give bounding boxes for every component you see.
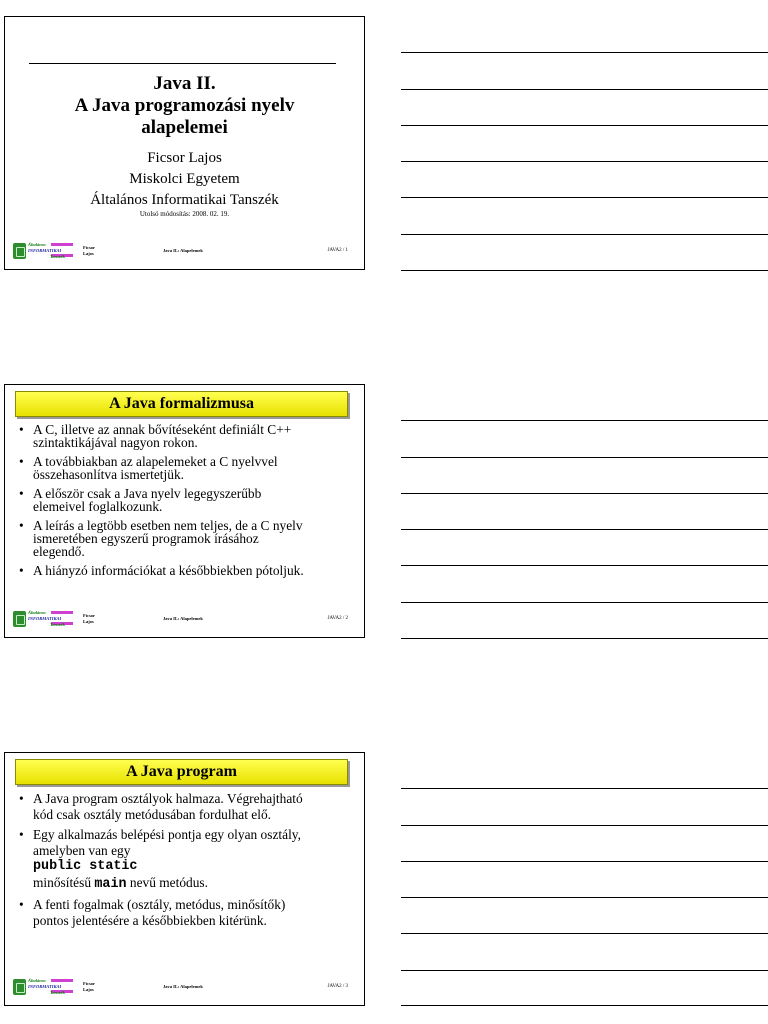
bullet-list xyxy=(19,791,352,933)
logo-text: Általános xyxy=(28,978,46,983)
note-line xyxy=(401,788,768,789)
bullet-item: • A C, illetve az annak bővítéseként definiált C++ szintaktikájával nagyon rokon. xyxy=(19,422,292,450)
author-name: Ficsor Lajos xyxy=(147,150,222,166)
note-line xyxy=(401,529,768,530)
logo-icon xyxy=(13,611,26,627)
bullet-item: • A először csak a Java nyelv legegyszerűbb elemeivel foglalkozunk. xyxy=(19,486,262,514)
footer-course: Java II.: Alapelemek xyxy=(163,248,203,253)
code-text: main xyxy=(94,877,127,892)
page-number: JAVA2 / 3 xyxy=(327,984,348,989)
note-line xyxy=(401,125,768,126)
note-line xyxy=(401,89,768,90)
note-line xyxy=(401,270,768,271)
author-block xyxy=(5,148,364,211)
bullet-list xyxy=(19,423,352,583)
modified-date: Utolsó módosítás: 2008. 02. 19. xyxy=(139,210,230,218)
title-line: A Java programozási nyelv xyxy=(74,95,295,116)
bullet-icon: • xyxy=(19,422,24,437)
bullet-icon: • xyxy=(19,454,24,469)
slide-footer xyxy=(13,977,352,999)
logo-icon xyxy=(13,243,26,259)
slide-1 xyxy=(4,16,365,270)
footer-author: Ficsor Lajos xyxy=(83,245,95,256)
bullet-item: • A továbbiakban az alapelemeket a C nyelvvel összehasonlítva ismertetjük. xyxy=(19,454,278,482)
logo-icon xyxy=(13,979,26,995)
note-line xyxy=(401,234,768,235)
bullet-icon: • xyxy=(19,486,24,501)
logo-text: INFORMATIKAI xyxy=(28,248,62,253)
bullet-icon: • xyxy=(19,897,24,912)
slide-title: A Java formalizmusa xyxy=(15,391,348,417)
note-line xyxy=(401,897,768,898)
bullet-icon: • xyxy=(19,827,24,842)
logo-text: Tanszék xyxy=(50,254,65,259)
note-line xyxy=(401,602,768,603)
note-line xyxy=(401,52,768,53)
note-line xyxy=(401,493,768,494)
slide-3 xyxy=(4,752,365,1006)
title-rule xyxy=(29,63,336,64)
note-line xyxy=(401,638,768,639)
footer-course: Java II.: Alapelemek xyxy=(163,984,203,989)
note-line xyxy=(401,457,768,458)
department: Általános Informatikai Tanszék xyxy=(90,192,279,208)
footer-author: Ficsor Lajos xyxy=(83,613,95,624)
note-line xyxy=(401,933,768,934)
logo-text: Tanszék xyxy=(50,622,65,627)
bullet-item: • A fenti fogalmak (osztály, metódus, minősítők) pontos jelentésére a későbbiekben kitérünk. xyxy=(19,897,286,928)
note-line xyxy=(401,161,768,162)
slide-title: A Java program xyxy=(15,759,348,785)
bullet-item: • A leírás a legtöbb esetben nem teljes, de a C nyelv ismeretében egyszerű programok írásához elegendő. xyxy=(19,518,303,559)
department-logo xyxy=(13,241,75,261)
note-line xyxy=(401,1005,768,1006)
logo-text: INFORMATIKAI xyxy=(28,984,62,989)
title-line: alapelemei xyxy=(141,117,228,138)
department-logo xyxy=(13,609,75,629)
bullet-icon: • xyxy=(19,563,24,578)
note-line xyxy=(401,565,768,566)
note-line xyxy=(401,861,768,862)
slide-footer xyxy=(13,241,352,263)
code-text: public static xyxy=(33,859,138,874)
note-line xyxy=(401,420,768,421)
university: Miskolci Egyetem xyxy=(129,171,240,187)
slide-footer xyxy=(13,609,352,631)
page-number: JAVA2 / 1 xyxy=(327,248,348,253)
logo-text: Általános xyxy=(28,610,46,615)
logo-text: Tanszék xyxy=(50,990,65,995)
logo-text: INFORMATIKAI xyxy=(28,616,62,621)
bullet-item: • A hiányzó információkat a későbbiekben pótoljuk. xyxy=(19,563,304,578)
footer-course: Java II.: Alapelemek xyxy=(163,616,203,621)
slide-1-title xyxy=(5,73,364,139)
bullet-item: • A Java program osztályok halmaza. Végrehajtható kód csak osztály metódusában fordulhat elő. xyxy=(19,791,303,822)
note-line xyxy=(401,197,768,198)
title-line: Java II. xyxy=(153,73,216,94)
bullet-icon: • xyxy=(19,518,24,533)
bullet-item: • Egy alkalmazás belépési pontja egy olyan osztály, amelyben van egy public static minősítésű main nevű metódus. xyxy=(19,827,352,893)
logo-text: Általános xyxy=(28,242,46,247)
note-line xyxy=(401,970,768,971)
page-number: JAVA2 / 2 xyxy=(327,616,348,621)
note-line xyxy=(401,825,768,826)
footer-author: Ficsor Lajos xyxy=(83,981,95,992)
slide-2 xyxy=(4,384,365,638)
department-logo xyxy=(13,977,75,997)
bullet-icon: • xyxy=(19,791,24,806)
